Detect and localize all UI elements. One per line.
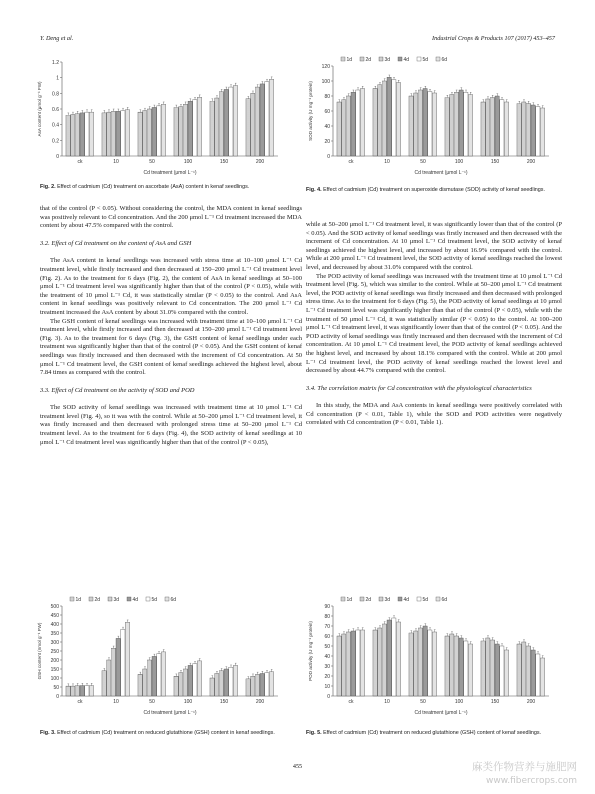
bar [342, 634, 346, 696]
legend-label: 4d [132, 596, 139, 603]
bar [432, 632, 436, 696]
bar [526, 646, 530, 696]
y-tick-label: 0.8 [52, 91, 59, 98]
y-tick-label: 80 [324, 94, 330, 100]
y-tick-label: 40 [324, 124, 330, 130]
legend-swatch [341, 597, 345, 601]
bar [193, 664, 197, 696]
bar [102, 113, 106, 156]
y-axis-label: GSH content (nmol g⁻¹ FW) [37, 622, 42, 680]
bar [423, 626, 427, 696]
bar [125, 622, 129, 696]
bar [85, 686, 89, 696]
x-tick-label: 10 [113, 699, 119, 705]
bar [85, 112, 89, 156]
y-tick-label: 60 [324, 634, 330, 640]
bar [152, 107, 156, 156]
fig2-caption [40, 184, 302, 191]
bar [210, 678, 214, 696]
bar [459, 638, 463, 696]
y-tick-label: 60 [324, 109, 330, 115]
x-tick-label: 200 [255, 159, 265, 165]
bar [121, 629, 125, 696]
y-tick-label: 400 [50, 622, 59, 628]
bar [351, 92, 355, 156]
x-tick-label: 150 [219, 159, 229, 165]
bar [197, 661, 201, 696]
y-tick-label: 50 [324, 644, 330, 650]
bar [486, 99, 490, 156]
bar [423, 89, 427, 157]
bar [246, 99, 250, 156]
fig3-caption-text: Effect of cadmium (Cd) treatment on reduced glutathione (GSH) content in kenaf seedlings. [57, 730, 275, 736]
bar [269, 672, 273, 696]
y-tick-label: 0.4 [52, 122, 59, 129]
legend-label: 1d [75, 596, 82, 603]
bar [229, 87, 233, 156]
bar [215, 98, 219, 156]
bar [188, 665, 192, 696]
bar [224, 669, 228, 696]
fig3-chart [34, 594, 284, 718]
bar [454, 92, 458, 156]
bar [342, 100, 346, 156]
y-tick-label: 300 [50, 640, 59, 646]
legend-swatch [436, 597, 440, 601]
x-tick-label: 50 [420, 159, 426, 165]
bar [233, 665, 237, 696]
bar [468, 644, 472, 696]
legend-label: 3d [384, 56, 391, 63]
legend-swatch [436, 57, 440, 61]
paragraph: that of the control (P < 0.05). Without considering the control, the MDA content in kenaf seedlings was positively relevant to Cd concentration. And the 200 μmol L⁻¹ Cd treatment increased the MDA content by about 47.5% compared with the control. [40, 205, 302, 230]
bar [210, 101, 214, 156]
bar [360, 89, 364, 157]
paragraph: while at 50–200 μmol L⁻¹ Cd treatment level, it was significantly lower than that of the control (P < 0.05). And the SOD activity of kenaf seedlings was firstly increased and then decreased with the increment of Cd concentration. At 10 μmol L⁻¹ Cd treatment level, the SOD activity of kenaf seedlings achieved the highest level, and increased by about 16.9% compared with the control. While at 200 μmol L⁻¹ Cd treatment level, the SOD activity of kenaf seedlings reached the lowest level, and decreased by about 31.0% compared with the control. [306, 221, 563, 271]
bar [143, 111, 147, 156]
bar [215, 674, 219, 697]
bar [360, 630, 364, 696]
y-tick-label: 0.6 [52, 107, 59, 113]
left-text-column [40, 205, 302, 447]
bar [387, 77, 391, 156]
y-tick-label: 70 [324, 624, 330, 630]
bar [179, 107, 183, 156]
bar [382, 81, 386, 156]
legend-swatch [379, 597, 383, 601]
bar [75, 114, 79, 156]
x-tick-label: 50 [420, 699, 426, 705]
paragraph: The GSH content of kenaf seedlings was increased with treatment time at 10–100 μmol L⁻¹ Cd treatment level, while firstly increased and then decreased at 150–200 μmol L⁻¹ Cd treatment level (Fig. 3). As to the treatment for 6 days (Fig. 3), the GSH content of kenaf seedlings under each treatment was significantly higher than that of the control (P < 0.05). And the GSH content of kenaf seedlings was firstly increased and then decreased with the increment of Cd concentration. At 50 μmol L⁻¹ Cd treatment level, the GSH content of kenaf seedlings achieved the highest level, about 7.84 times as compared with the control. [40, 317, 302, 377]
bar [468, 95, 472, 157]
bar [71, 114, 75, 156]
y-tick-label: 100 [321, 79, 330, 85]
y-tick-label: 20 [324, 139, 330, 145]
bar [396, 83, 400, 157]
bar [197, 97, 201, 156]
bar [260, 84, 264, 156]
x-tick-label: 150 [490, 159, 500, 165]
y-tick-label: 0 [327, 154, 330, 160]
bar [138, 112, 142, 156]
bar [174, 676, 178, 696]
bar [111, 111, 115, 156]
legend-swatch [127, 597, 131, 601]
bar [66, 686, 70, 696]
bar [147, 109, 151, 156]
bar [409, 96, 413, 156]
bar [522, 642, 526, 696]
legend-label: 4d [403, 596, 410, 603]
bar [378, 85, 382, 156]
fig4-caption [306, 187, 561, 194]
bar [161, 104, 165, 156]
bar [179, 673, 183, 696]
bar [255, 674, 259, 696]
fig2-caption-text: Effect of cadmium (Cd) treatment on ascorbate (AsA) content in kenaf seedlings. [57, 184, 250, 190]
bar [251, 93, 255, 156]
section-heading-3-4: 3.4. The correlation matrix for Cd concentration with the physiological characteristics [306, 384, 532, 392]
y-tick-label: 0 [327, 694, 330, 700]
bar [531, 105, 535, 156]
y-tick-label: 10 [324, 684, 330, 690]
x-tick-label: 150 [490, 699, 500, 705]
bar [219, 671, 223, 696]
bar [432, 93, 436, 156]
paragraph: In this study, the MDA and AsA contents in kenaf seedlings were positively correlated with Cd concentration (P < 0.01, Table 1), while the SOD and POD activities were negatively correlated with Cd concentration (P < 0.01, Table 1). [306, 402, 562, 427]
x-tick-label: 200 [255, 699, 265, 705]
legend-label: 2d [365, 56, 372, 63]
bar [121, 111, 125, 156]
fig5-svg [305, 594, 555, 718]
y-tick-label: 150 [50, 667, 59, 673]
bar [152, 656, 156, 696]
bar [356, 630, 360, 696]
x-tick-label: 10 [384, 159, 390, 165]
x-tick-label: 100 [183, 159, 193, 165]
bar [396, 622, 400, 696]
bar [373, 89, 377, 157]
bar [459, 90, 463, 156]
fig2-svg [34, 54, 284, 178]
bar [536, 654, 540, 696]
y-tick-label: 250 [50, 649, 59, 655]
x-tick-label: ck [77, 159, 83, 165]
x-tick-label: 100 [183, 699, 193, 705]
bar [80, 113, 84, 156]
bar [373, 630, 377, 696]
x-tick-label: ck [348, 159, 354, 165]
y-tick-label: 0.2 [52, 138, 59, 145]
bar [143, 669, 147, 696]
bar [481, 641, 485, 696]
bar [418, 90, 422, 156]
x-tick-label: ck [77, 699, 83, 705]
bar [445, 98, 449, 157]
bar [157, 106, 161, 156]
bar [382, 624, 386, 696]
y-tick-label: 200 [50, 658, 59, 664]
legend-swatch [165, 597, 169, 601]
bar [531, 650, 535, 696]
bar [337, 636, 341, 696]
bar [107, 112, 111, 156]
bar [450, 95, 454, 157]
bar [428, 630, 432, 696]
bar [495, 96, 499, 156]
fig4-caption-text: Effect of cadmium (Cd) treatment on superoxide dismutase (SOD) activity of kenaf seedlings. [323, 187, 545, 193]
bar [229, 667, 233, 696]
y-tick-label: 350 [50, 631, 59, 637]
y-tick-label: 80 [324, 614, 330, 620]
fig3-caption [40, 730, 302, 737]
bar [174, 107, 178, 156]
legend-label: 6d [170, 596, 177, 603]
bar [490, 98, 494, 157]
fig3-svg [34, 594, 284, 718]
bar [102, 671, 106, 696]
right-text-column [306, 221, 562, 428]
bar [500, 100, 504, 156]
bar [526, 104, 530, 157]
x-axis-label: Cd treatment (μmol L⁻¹) [143, 710, 197, 716]
x-tick-label: 200 [526, 159, 536, 165]
bar [251, 676, 255, 696]
fig5-caption [306, 730, 561, 737]
bar [346, 632, 350, 696]
bar [89, 686, 93, 696]
bar [188, 101, 192, 156]
legend-label: 6d [441, 596, 448, 603]
y-tick-label: 20 [324, 674, 330, 680]
fig5-chart [305, 594, 555, 718]
bar [392, 618, 396, 696]
bar [486, 638, 490, 696]
bar [183, 104, 187, 156]
bar [387, 620, 391, 696]
bar [265, 673, 269, 696]
bar [418, 628, 422, 696]
bar [183, 669, 187, 696]
x-tick-label: 50 [149, 159, 155, 165]
bar [490, 640, 494, 696]
section-heading-3-2: 3.2. Effect of Cd treatment on the content of AsA and GSH [40, 239, 192, 247]
bar [392, 80, 396, 157]
x-tick-label: 50 [149, 699, 155, 705]
watermark-text: 麻类作物营养与施肥网 [472, 761, 577, 773]
y-tick-label: 0 [56, 694, 59, 700]
bar [428, 92, 432, 157]
page-number: 455 [292, 763, 303, 770]
bar [116, 638, 120, 696]
bar [66, 115, 70, 156]
bar [265, 82, 269, 156]
y-tick-label: 30 [324, 664, 330, 670]
fig4-chart [305, 54, 555, 178]
bar [111, 648, 115, 696]
bar [536, 107, 540, 157]
legend-swatch [89, 597, 93, 601]
bar [193, 100, 197, 156]
bar [450, 634, 454, 696]
y-axis-label: AsA content (μmol g⁻¹ FW) [37, 81, 42, 137]
legend-swatch [398, 597, 402, 601]
x-tick-label: 150 [219, 699, 229, 705]
bar [107, 660, 111, 696]
bar [138, 674, 142, 696]
paragraph: The POD activity of kenaf seedlings was increased with the treatment time at 10 μmol L⁻¹ Cd treatment level (Fig. 5), which was similar to the control. While at 50–200 μmol L⁻¹ Cd treatment level, the POD activity of kenaf seedlings was firstly increased and then decreased with prolonged stress time. As to the treatment for 6 days (Fig. 5), the POD activity of kenaf seedlings at 10 μmol L⁻¹ Cd treatment level was significantly higher than that of the control (P < 0.05), while with the treatment of 50 μmol L⁻¹ Cd, it was statistically similar (P < 0.05) to the control. At 100–200 μmol L⁻¹ Cd treatment level, it was significantly lower than that of the control (P < 0.05). And the POD activity of kenaf seedlings was firstly increased and then decreased with the increment of Cd concentration. At 10 μmol L⁻¹ Cd treatment level, the POD activity of kenaf seedlings achieved the highest level, and increased by about 18.1% compared with the control. While at 200 μmol L⁻¹ Cd treatment level, the POD activity of kenaf seedlings reached the lowest level and decreased by about 44.7% compared with the control. [306, 272, 562, 375]
bar [346, 96, 350, 156]
fig3-caption-label: Fig. 3. [40, 730, 56, 736]
watermark-url: www.fibercrops.com [486, 776, 577, 786]
legend-label: 3d [113, 596, 120, 603]
x-tick-label: 100 [454, 699, 464, 705]
y-tick-label: 40 [324, 654, 330, 660]
bar [75, 686, 79, 696]
fig2-caption-label: Fig. 2. [40, 184, 56, 190]
bar [504, 102, 508, 156]
y-tick-label: 100 [50, 676, 59, 682]
bar [464, 641, 468, 696]
running-header-authors: Y. Deng et al. [40, 35, 74, 42]
fig5-caption-label: Fig. 5. [306, 730, 322, 736]
legend-swatch [398, 57, 402, 61]
legend-swatch [379, 57, 383, 61]
legend-label: 2d [365, 596, 372, 603]
legend-swatch [417, 57, 421, 61]
bar [116, 111, 120, 156]
legend-swatch [360, 57, 364, 61]
fig2-chart [34, 54, 284, 178]
bar [233, 86, 237, 157]
fig4-svg [305, 54, 555, 178]
bar [255, 87, 259, 156]
y-tick-label: 450 [50, 613, 59, 619]
x-tick-label: 100 [454, 159, 464, 165]
bar [260, 674, 264, 697]
bar [337, 102, 341, 156]
legend-label: 4d [403, 56, 410, 63]
legend-label: 1d [346, 56, 353, 63]
bar [161, 652, 165, 696]
bar [464, 92, 468, 156]
legend-label: 5d [422, 56, 429, 63]
legend-swatch [146, 597, 150, 601]
legend-swatch [70, 597, 74, 601]
bar [80, 686, 84, 696]
y-tick-label: 120 [321, 64, 330, 70]
bar [89, 112, 93, 156]
bar [517, 644, 521, 696]
bar [445, 636, 449, 696]
legend-label: 3d [384, 596, 391, 603]
y-tick-label: 500 [50, 604, 59, 610]
y-tick-label: 1.2 [52, 60, 59, 66]
bar [454, 636, 458, 696]
bar [522, 102, 526, 156]
y-tick-label: 50 [53, 685, 59, 691]
legend-label: 1d [346, 596, 353, 603]
legend-label: 6d [441, 56, 448, 63]
section-heading-3-3: 3.3. Effect of Cd treatment on the activity of SOD and POD [40, 386, 195, 394]
bar [147, 660, 151, 696]
bar [414, 631, 418, 696]
bar [540, 658, 544, 696]
x-tick-label: ck [348, 699, 354, 705]
legend-swatch [360, 597, 364, 601]
bar [409, 633, 413, 696]
y-axis-label: SOD activity (U mg⁻¹ protein) [308, 81, 313, 141]
bar [157, 654, 161, 696]
y-tick-label: 1 [56, 75, 59, 82]
y-axis-label: POD activity (U mg⁻¹ protein) [308, 621, 313, 681]
bar [481, 102, 485, 156]
legend-label: 5d [151, 596, 158, 603]
bar [504, 650, 508, 696]
x-tick-label: 10 [384, 699, 390, 705]
x-axis-label: Cd treatment (μmol L⁻¹) [414, 710, 468, 716]
bar [224, 89, 228, 156]
x-tick-label: 200 [526, 699, 536, 705]
y-tick-label: 0 [56, 154, 59, 160]
x-tick-label: 10 [113, 159, 119, 165]
fig5-caption-text: Effect of cadmium (Cd) treatment on reduced glutathione (GSH) content of kenaf seedlings. [323, 730, 542, 736]
bar [356, 90, 360, 156]
legend-label: 2d [94, 596, 101, 603]
bar [500, 646, 504, 696]
running-header-journal: Industrial Crops & Products 107 (2017) 453–457 [432, 35, 555, 42]
bar [495, 644, 499, 696]
y-tick-label: 90 [324, 604, 330, 610]
bar [246, 679, 250, 696]
paragraph: The SOD activity of kenaf seedlings was increased with treatment time at 10 μmol L⁻¹ Cd treatment level (Fig. 4), so it was with the control. While at 50–200 μmol L⁻¹ Cd treatment level, it was firstly increased and then decreased with prolonged stress time at 50–200 μmol L⁻¹ Cd treatment level. As to the treatment for 6 days (Fig. 4), the SOD activity of kenaf seedlings at 10 μmol L⁻¹ Cd treatment level was significantly higher than that of the control (P < 0.05), [40, 404, 302, 446]
bar [414, 93, 418, 156]
bar [378, 628, 382, 696]
bar [351, 631, 355, 696]
legend-swatch [417, 597, 421, 601]
legend-swatch [341, 57, 345, 61]
fig4-caption-label: Fig. 4. [306, 187, 322, 193]
x-axis-label: Cd treatment (μmol L⁻¹) [143, 170, 197, 176]
bar [540, 108, 544, 156]
bar [269, 79, 273, 156]
legend-label: 5d [422, 596, 429, 603]
bar [71, 686, 75, 696]
legend-swatch [108, 597, 112, 601]
bar [219, 92, 223, 156]
bar [125, 110, 129, 156]
paragraph: The AsA content in kenaf seedlings was increased with stress time at 10–100 μmol L⁻¹ Cd treatment level, while firstly increased and then decreased at 150–200 μmol L⁻¹ Cd treatment level (Fig. 2). As to the treatment for 6 days (Fig. 2), the content of AsA in kenaf seedlings at 50–100 μmol L⁻¹ Cd treatment level was significantly higher than that of the control (P < 0.05), while with the treatment of 10 μmol L⁻¹ Cd, it was statistically similar (P < 0.05) to the control. And AsA content in kenaf seedlings was positively relevant to Cd concentration. The 200 μmol L⁻¹ Cd treatment increased the AsA content by about 31.0% compared with the control. [40, 257, 302, 316]
bar [517, 104, 521, 157]
x-axis-label: Cd treatment (μmol L⁻¹) [414, 170, 468, 176]
